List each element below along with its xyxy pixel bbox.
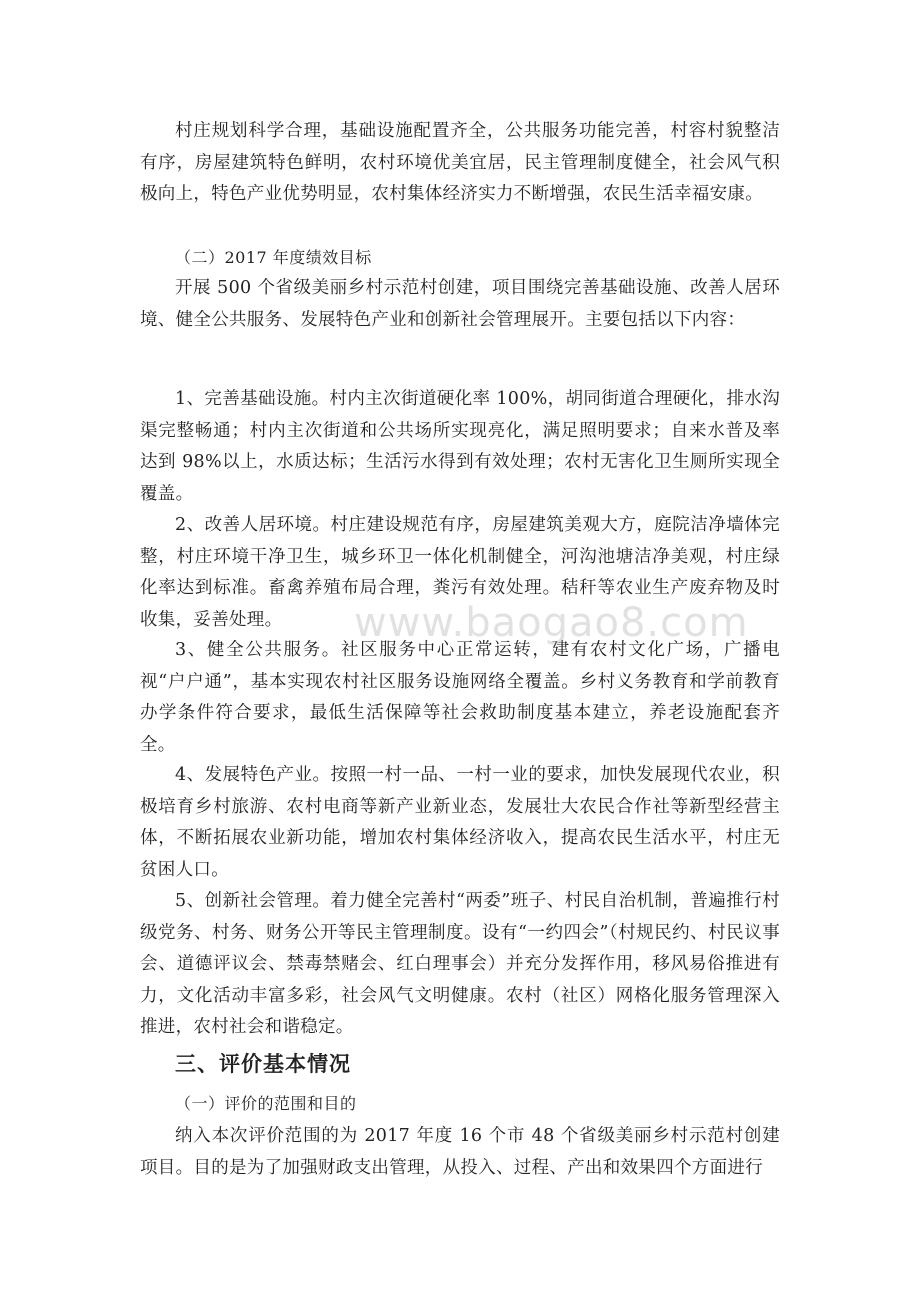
scope-paragraph: 纳入本次评价范围的为 2017 年度 16 个市 48 个省级美丽乡村示范村创建项目。目的是为了加强财政支出管理，从投入、过程、产出和效果四个方面进行 xyxy=(140,1126,780,1178)
section-3-heading: 三、评价基本情况 xyxy=(175,1052,351,1076)
subheading-2017-goals: （二）2017 年度绩效目标 xyxy=(175,248,372,267)
intro-paragraph: 村庄规划科学合理，基础设施配置齐全，公共服务功能完善，村容村貌整洁有序，房屋建筑特色鲜明，农村环境优美宜居，民主管理制度健全，社会风气积极向上，特色产业优势明显，农村集体经济实力不断增强，农民生活幸福安康。 xyxy=(140,121,780,204)
goal-paragraph: 开展 500 个省级美丽乡村示范村创建，项目围绕完善基础设施、改善人居环境、健全公共服务、发展特色产业和创新社会管理展开。主要包括以下内容： xyxy=(140,278,780,330)
item-social-management: 5、创新社会管理。着力健全完善村“两委”班子、村民自治机制，普遍推行村级党务、村务、财务公开等民主管理制度。设有“一约四会”（村规民约、村民议事会、道德评议会、禁毒禁赌会、红白理事会）并充分发挥作用，移风易俗推进有力，文化活动丰富多彩，社会风气文明健康。农村（社区）网格化服务管理深入推进，农村社会和谐稳定。 xyxy=(140,891,780,1037)
item-featured-industry: 4、发展特色产业。按照一村一品、一村一业的要求，加快发展现代农业，积极培育乡村旅游、农村电商等新产业新业态，发展壮大农民合作社等新型经营主体，不断拓展农业新功能，增加农村集体经济收入，提高农民生活水平，村庄无贫困人口。 xyxy=(140,765,780,880)
item-infrastructure: 1、完善基础设施。村内主次街道硬化率 100%，胡同街道合理硬化，排水沟渠完整畅通；村内主次街道和公共场所实现亮化，满足照明要求；自来水普及率达到 98%以上，水质达标；生活污水得到有效处理；农村无害化卫生厕所实现全覆盖。 xyxy=(140,389,780,504)
item-public-services: 3、健全公共服务。社区服务中心正常运转，建有农村文化广场，广播电视“户户通”，基本实现农村社区服务设施网络全覆盖。乡村义务教育和学前教育办学条件符合要求，最低生活保障等社会救助制度基本建立，养老设施配套齐全。 xyxy=(140,640,780,755)
subheading-scope: （一）评价的范围和目的 xyxy=(175,1094,357,1113)
watermark-text: www.baogao8.com xyxy=(354,600,749,646)
item-living-environment: 2、改善人居环境。村庄建设规范有序，房屋建筑美观大方，庭院洁净墙体完整，村庄环境干净卫生，城乡环卫一体化机制健全，河沟池塘洁净美观，村庄绿化率达到标准。畜禽养殖布局合理，粪污有效处理。秸秆等农业生产废弃物及时收集，妥善处理。 xyxy=(140,515,780,630)
